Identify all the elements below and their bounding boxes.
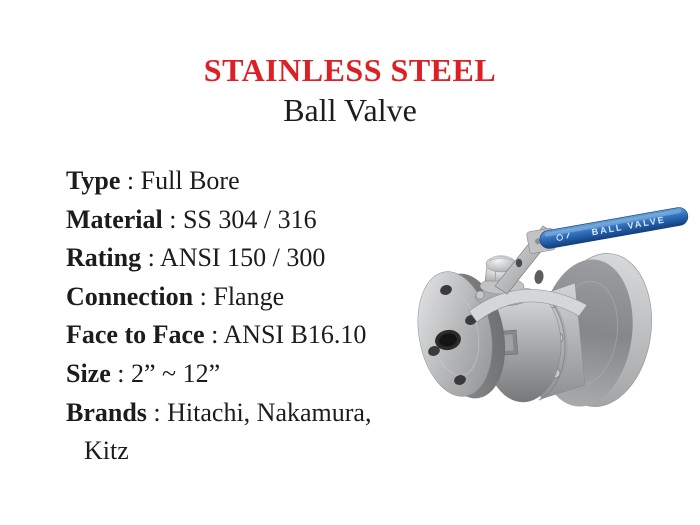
spec-row-face-to-face	[66, 316, 416, 355]
spec-row-connection	[66, 278, 416, 317]
spec-value: 2” ~ 12”	[131, 358, 221, 388]
product-photo-ball-valve	[405, 173, 700, 423]
spec-list	[66, 162, 416, 471]
spec-row-brands	[66, 394, 416, 433]
spec-row-type	[66, 162, 416, 201]
spec-separator: :	[146, 397, 168, 427]
handle-label-text: BALL VALVE	[590, 214, 667, 238]
spec-label: Material	[66, 204, 163, 234]
spec-value: Hitachi, Nakamura,	[167, 397, 372, 427]
spec-value: ANSI 150 / 300	[159, 243, 326, 273]
spec-value: ANSI B16.10	[223, 320, 367, 350]
spec-separator: :	[162, 204, 183, 234]
title-primary: STAINLESS STEEL	[203, 52, 497, 88]
spec-value: Flange	[213, 281, 285, 311]
spec-row-material	[66, 201, 416, 240]
spec-separator: :	[141, 243, 160, 273]
spec-label: Face to Face	[66, 320, 205, 350]
spec-value: Full Bore	[140, 166, 240, 195]
title-block	[0, 50, 700, 130]
spec-label: Type	[66, 166, 121, 195]
spec-separator: :	[204, 320, 224, 350]
spec-row-rating	[66, 239, 416, 278]
spec-label: Size	[66, 358, 111, 388]
spec-value: SS 304 / 316	[182, 204, 317, 234]
spec-value-continuation: Kitz	[84, 436, 129, 466]
title-secondary: Ball Valve	[283, 92, 417, 128]
spec-separator: :	[120, 166, 141, 195]
spec-row-size	[66, 355, 416, 394]
spec-label: Rating	[66, 243, 142, 273]
valve-handle	[526, 204, 689, 254]
spec-label: Brands	[66, 397, 147, 427]
spec-separator: :	[110, 358, 131, 388]
spec-separator: :	[193, 281, 214, 311]
spec-label: Connection	[66, 281, 194, 311]
